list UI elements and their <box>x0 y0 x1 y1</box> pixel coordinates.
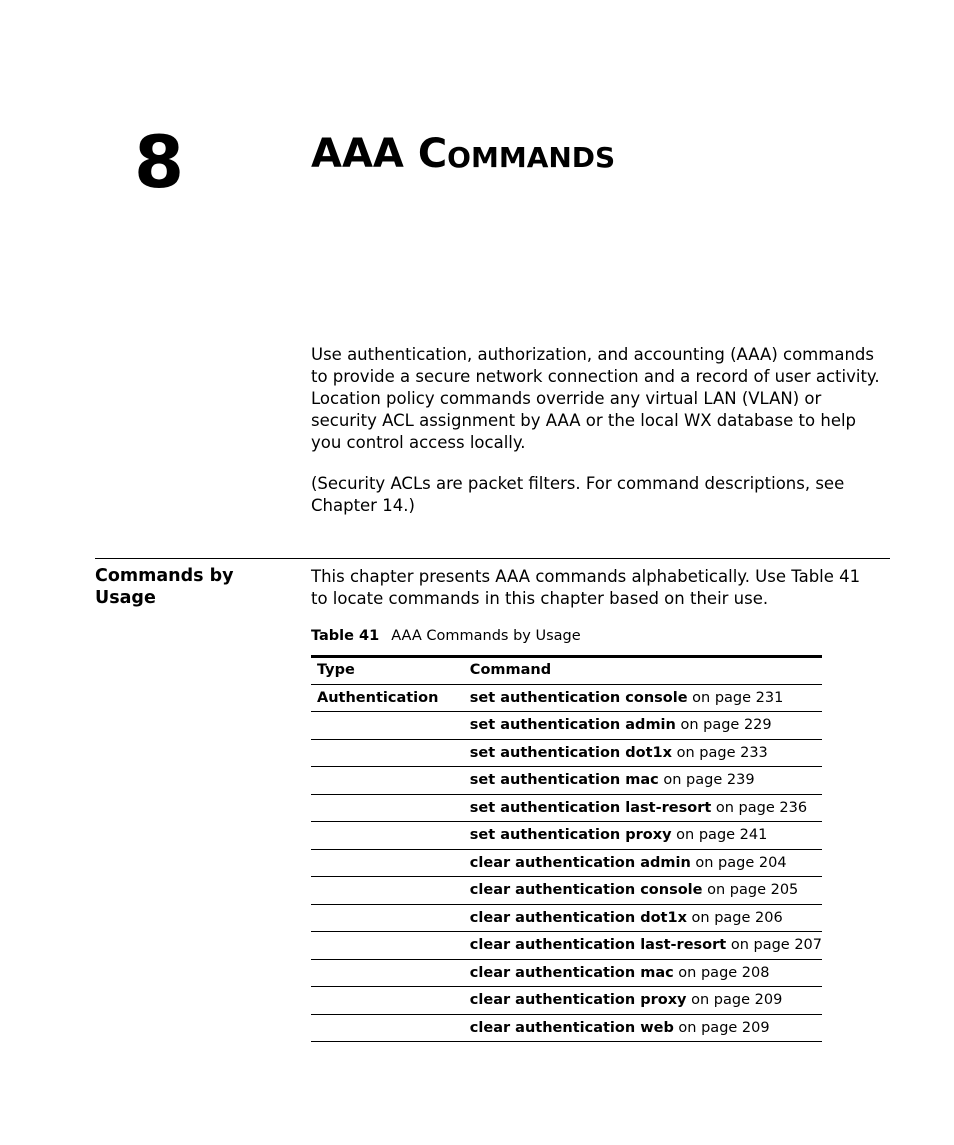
chapter-title-second-word: Commands <box>417 131 616 177</box>
row-command-cell <box>464 932 822 960</box>
section-heading: Commands by Usage <box>95 566 234 608</box>
command-page-reference: on page 231 <box>687 689 784 706</box>
row-command-cell <box>464 959 822 987</box>
command-page-reference: on page 207 <box>726 937 822 953</box>
command-name: set authentication dot1x <box>469 744 672 761</box>
table-row <box>311 849 822 877</box>
table-caption-text: AAA Commands by Usage <box>391 628 581 644</box>
section-body-text: This chapter presents AAA commands alphabetically. Use Table 41 to locate commands in this chapter based on their use. <box>311 567 861 608</box>
table-row <box>311 877 822 905</box>
command-page-reference: on page 239 <box>658 772 755 788</box>
table-row <box>311 959 822 987</box>
row-type-cell: Authentication <box>311 684 464 712</box>
row-type-cell <box>311 712 464 740</box>
table-row <box>311 822 822 850</box>
chapter-title-first-word: AAA <box>311 131 404 177</box>
command-name: set authentication mac <box>469 772 659 788</box>
section-divider <box>95 558 890 559</box>
table-row <box>311 904 822 932</box>
command-page-reference: on page 206 <box>686 909 783 926</box>
table-row <box>311 739 822 767</box>
command-name: clear authentication web <box>469 1019 674 1036</box>
row-type-cell <box>311 1014 464 1042</box>
row-command-cell <box>464 904 822 932</box>
row-command-cell <box>464 877 822 905</box>
command-page-reference: on page 205 <box>702 882 799 898</box>
table-header-row <box>311 657 822 685</box>
command-name: set authentication last-resort <box>469 799 712 816</box>
table-body <box>311 684 822 1042</box>
row-command-cell <box>464 794 822 822</box>
table-row <box>311 987 822 1015</box>
command-page-reference: on page 236 <box>711 799 808 816</box>
command-name: set authentication proxy <box>469 827 672 843</box>
table-row <box>311 712 822 740</box>
chapter-intro <box>311 344 881 536</box>
column-header-type: Type <box>311 657 464 685</box>
command-name: clear authentication mac <box>469 964 674 981</box>
row-command-cell <box>464 684 822 712</box>
row-command-cell <box>464 822 822 850</box>
row-command-cell <box>464 739 822 767</box>
table-row <box>311 767 822 795</box>
command-name: clear authentication dot1x <box>469 909 687 926</box>
command-page-reference: on page 208 <box>673 964 770 981</box>
table-row <box>311 684 822 712</box>
intro-paragraph: (Security ACLs are packet filters. For command descriptions, see Chapter 14.) <box>311 474 845 515</box>
command-page-reference: on page 233 <box>672 744 768 761</box>
row-type-cell <box>311 739 464 767</box>
chapter-title <box>311 131 616 177</box>
command-page-reference: on page 229 <box>675 717 772 733</box>
intro-paragraph: Use authentication, authorization, and accounting (AAA) commands to provide a secure network connection and a record of user activity. Location policy commands override any virtual LAN (VLAN) or security ACL assignment by AAA or the local WX database to help you control access locally. <box>311 345 880 452</box>
command-name: clear authentication proxy <box>469 992 687 1008</box>
command-name: clear authentication admin <box>469 854 691 871</box>
command-name: clear authentication last-resort <box>469 937 727 953</box>
row-command-cell <box>464 1014 822 1042</box>
table-caption <box>311 626 581 646</box>
row-type-cell <box>311 767 464 795</box>
command-name: clear authentication console <box>469 882 703 898</box>
column-header-command: Command <box>464 657 822 685</box>
row-type-cell <box>311 904 464 932</box>
row-type-cell <box>311 932 464 960</box>
table-row <box>311 1014 822 1042</box>
table-row <box>311 794 822 822</box>
row-type-cell <box>311 849 464 877</box>
command-page-reference: on page 241 <box>671 827 768 843</box>
command-page-reference: on page 209 <box>686 992 783 1008</box>
row-type-cell <box>311 959 464 987</box>
row-command-cell <box>464 712 822 740</box>
row-type-cell <box>311 877 464 905</box>
command-page-reference: on page 209 <box>673 1019 770 1036</box>
row-command-cell <box>464 767 822 795</box>
chapter-number: 8 <box>134 120 185 204</box>
row-command-cell <box>464 987 822 1015</box>
command-page-reference: on page 204 <box>690 854 787 871</box>
row-type-cell <box>311 794 464 822</box>
row-type-cell <box>311 822 464 850</box>
row-command-cell <box>464 849 822 877</box>
command-name: set authentication console <box>469 689 688 706</box>
row-type-cell <box>311 987 464 1015</box>
table-caption-number: Table 41 <box>311 628 380 644</box>
commands-table <box>311 655 822 1042</box>
command-name: set authentication admin <box>469 717 676 733</box>
table-row <box>311 932 822 960</box>
